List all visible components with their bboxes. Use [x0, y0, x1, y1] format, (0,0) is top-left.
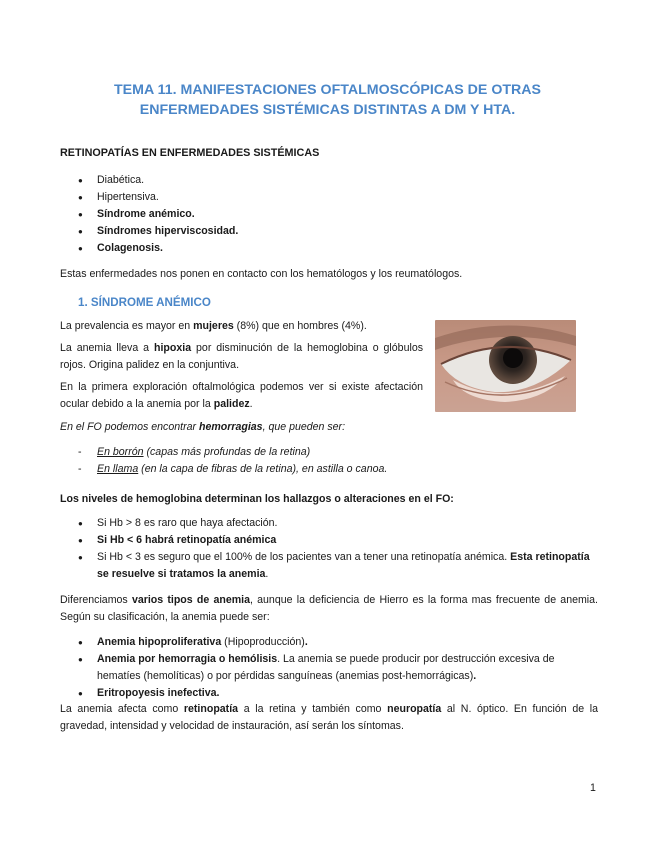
anemia-types-paragraph: Diferenciamos varios tipos de anemia, aunque la deficiencia de Hierro es la forma mas frecuente de anemia. Según su clasificación, la anemia puede ser:	[60, 594, 598, 623]
list-item: ● Si Hb > 8 es raro que haya afectación.	[78, 515, 598, 532]
title-line-2: ENFERMEDADES SISTÉMICAS DISTINTAS A DM Y HTA.	[139, 102, 516, 118]
section-heading-retinopatias: RETINOPATÍAS EN ENFERMEDADES SISTÉMICAS	[60, 147, 320, 159]
page-number: 1	[590, 782, 596, 794]
list-item: ● Si Hb < 3 es seguro que el 100% de los pacientes van a tener una retinopatía anémica. Esta retinopatía se resuelve si tratamos la anemia.	[78, 549, 598, 583]
list-item: - En llama (en la capa de fibras de la retina), en astilla o canoa.	[78, 461, 387, 478]
list-item: ● Colagenosis.	[78, 240, 238, 257]
list-item: ● Síndrome anémico.	[78, 206, 238, 223]
exploration-paragraph: En la primera exploración oftalmológica podemos ver si existe afectación ocular debido a la anemia por la palidez.	[60, 381, 423, 410]
prevalence-paragraph: La prevalencia es mayor en mujeres (8%) que en hombres (4%).	[60, 320, 367, 332]
anemia-types-list	[78, 634, 598, 702]
pale-conjunctiva-image	[435, 320, 576, 412]
fo-hemorrhages-paragraph: En el FO podemos encontrar hemorragias, que pueden ser:	[60, 421, 346, 433]
title-line-1: TEMA 11. MANIFESTACIONES OFTALMOSCÓPICAS DE OTRAS	[114, 82, 541, 98]
list-item: ● Diabética.	[78, 172, 238, 189]
retinopathy-neuropathy-paragraph: La anemia afecta como retinopatía a la retina y también como neuropatía al N. óptico. En función de la gravedad, intensidad y velocidad de instauración, así serán los síntomas.	[60, 703, 598, 732]
hemoglobin-levels-list	[78, 515, 598, 583]
list-item: ● Si Hb < 6 habrá retinopatía anémica	[78, 532, 598, 549]
list-item: ● Anemia hipoproliferativa (Hipoproducción).	[78, 634, 598, 651]
list-item: ● Anemia por hemorragia o hemólisis. La anemia se puede producir por destrucción excesiva de hematíes (hemolíticas) o por pérdidas sanguíneas (anemias post-hemorrágicas).	[78, 651, 598, 685]
hemorrhage-types-list	[78, 444, 387, 478]
hemoglobin-levels-heading: Los niveles de hemoglobina determinan los hallazgos o alteraciones en el FO:	[60, 493, 454, 505]
section-heading-sindrome-anemico: 1. SÍNDROME ANÉMICO	[78, 296, 211, 309]
page-title	[60, 80, 595, 120]
diseases-list	[78, 172, 238, 257]
list-item: - En borrón (capas más profundas de la retina)	[78, 444, 387, 461]
list-item: ● Síndromes hiperviscosidad.	[78, 223, 238, 240]
list-item: ● Eritropoyesis inefectiva.	[78, 685, 598, 702]
specialists-note: Estas enfermedades nos ponen en contacto con los hematólogos y los reumatólogos.	[60, 268, 463, 280]
hypoxia-paragraph: La anemia lleva a hipoxia por disminución de la hemoglobina o glóbulos rojos. Origina palidez en la conjuntiva.	[60, 342, 424, 371]
list-item: ● Hipertensiva.	[78, 189, 238, 206]
